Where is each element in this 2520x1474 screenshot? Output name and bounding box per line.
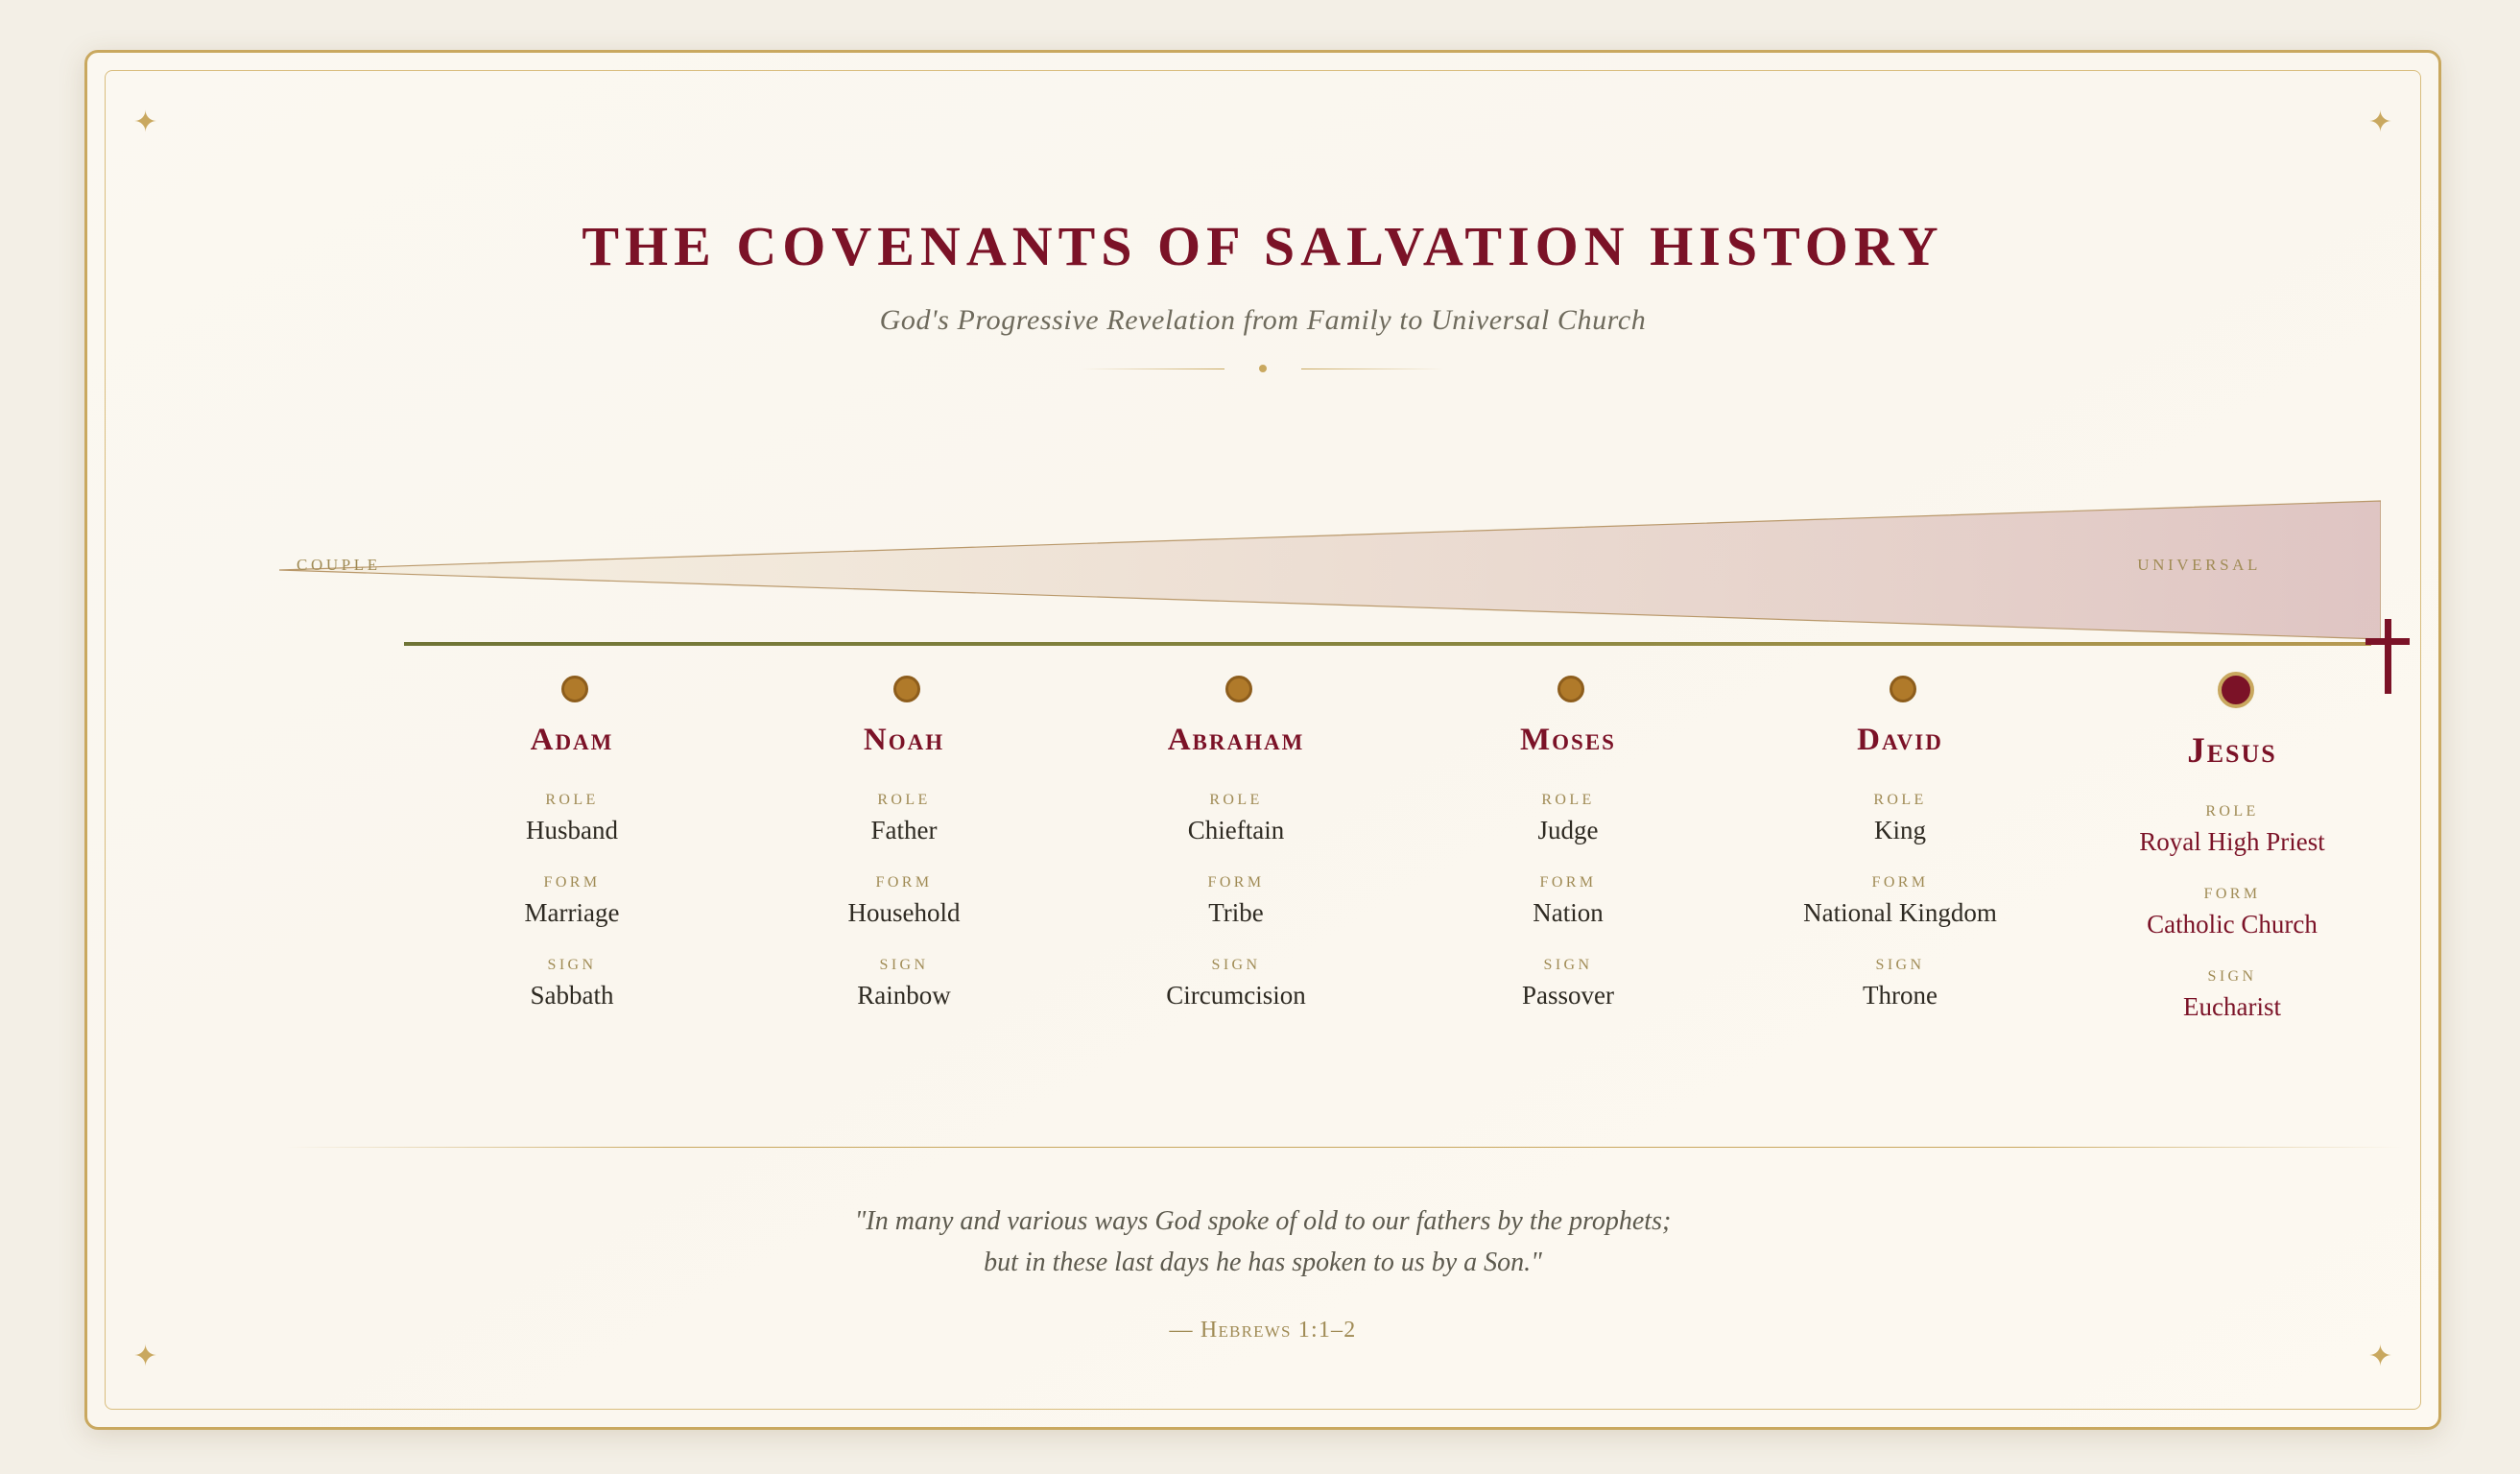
field-value-sign: Rainbow — [857, 981, 951, 1010]
footer-quote — [87, 1201, 2438, 1284]
divider-ornament — [1061, 358, 1464, 381]
field-value-form: Household — [847, 898, 961, 927]
covenant-name: Adam — [530, 723, 614, 757]
field-value-role: King — [1874, 816, 1926, 844]
field-label-sign: SIGN — [1875, 957, 1925, 973]
field-label-form: FORM — [875, 874, 933, 891]
quote-line-1: "In many and various ways God spoke of old to our fathers by the prophets; — [854, 1206, 1672, 1236]
scale-label-start: COUPLE — [297, 556, 381, 574]
covenant-role — [1424, 792, 1712, 845]
field-label-role: ROLE — [1209, 792, 1263, 808]
divider-dot-icon — [1259, 365, 1267, 372]
wedge-shape — [279, 489, 2381, 662]
field-value-sign: Sabbath — [530, 981, 614, 1010]
four-point-star-icon: ✦ — [133, 1341, 158, 1372]
four-point-star-icon: ✦ — [2367, 1341, 2392, 1372]
field-label-sign: SIGN — [547, 957, 597, 973]
covenant-name: David — [1857, 723, 1943, 757]
field-value-form: Marriage — [524, 898, 620, 927]
field-value-role: Chieftain — [1187, 816, 1285, 844]
covenant-sign — [1092, 957, 1380, 1010]
field-value-sign: Circumcision — [1166, 981, 1306, 1010]
covenant-role — [1092, 792, 1380, 845]
timeline-node-icon[interactable] — [2218, 672, 2254, 708]
covenant-role — [760, 792, 1048, 845]
field-label-role: ROLE — [877, 792, 931, 808]
expansion-wedge — [279, 489, 2381, 662]
covenant-sign — [428, 957, 716, 1010]
covenant-form — [1092, 874, 1380, 928]
field-label-sign: SIGN — [2207, 968, 2257, 985]
covenant-sign — [1756, 957, 2044, 1010]
field-label-role: ROLE — [1541, 792, 1595, 808]
field-value-sign: Eucharist — [2183, 992, 2281, 1021]
covenant-role — [2088, 803, 2376, 857]
covenant-role — [428, 792, 716, 845]
covenant-role — [1756, 792, 2044, 845]
field-label-sign: SIGN — [1543, 957, 1593, 973]
covenant-sign — [2088, 968, 2376, 1022]
field-label-sign: SIGN — [1211, 957, 1261, 973]
field-value-role: Husband — [526, 816, 618, 844]
field-label-form: FORM — [1207, 874, 1265, 891]
covenant-form — [2088, 886, 2376, 939]
four-point-star-icon: ✦ — [133, 107, 158, 138]
four-point-star-icon: ✦ — [2367, 107, 2392, 138]
timeline-node-icon[interactable] — [561, 676, 588, 702]
field-label-form: FORM — [543, 874, 601, 891]
page-title: THE COVENANTS OF SALVATION HISTORY — [582, 215, 1944, 277]
field-value-form: Catholic Church — [2147, 910, 2318, 939]
field-label-form: FORM — [1871, 874, 1929, 891]
covenant-form — [760, 874, 1048, 928]
field-value-sign: Throne — [1863, 981, 1938, 1010]
field-label-sign: SIGN — [879, 957, 929, 973]
quote-attribution: — Hebrews 1:1–2 — [1169, 1318, 1357, 1343]
field-value-role: Judge — [1537, 816, 1599, 844]
field-value-form: National Kingdom — [1803, 898, 1997, 927]
field-label-role: ROLE — [1873, 792, 1927, 808]
field-value-form: Tribe — [1208, 898, 1264, 927]
poster-canvas — [84, 50, 2441, 1430]
timeline-node-icon[interactable] — [1890, 676, 1916, 702]
timeline-node-icon[interactable] — [1225, 676, 1252, 702]
covenant-sign — [760, 957, 1048, 1010]
page-subtitle: God's Progressive Revelation from Family to Universal Church — [879, 304, 1647, 336]
field-value-role: Father — [870, 816, 938, 844]
field-value-sign: Passover — [1522, 981, 1614, 1010]
covenant-columns — [404, 648, 2381, 1051]
field-label-role: ROLE — [545, 792, 599, 808]
covenant-name: Jesus — [2187, 731, 2277, 771]
divider-line-right — [1301, 368, 1445, 369]
covenant-name: Moses — [1520, 723, 1616, 757]
scale-label-end: UNIVERSAL — [2137, 556, 2261, 574]
covenant-name: Abraham — [1167, 723, 1305, 757]
covenant-name: Noah — [863, 723, 945, 757]
field-label-form: FORM — [2203, 886, 2261, 902]
covenant-form — [1756, 874, 2044, 928]
covenant-form — [428, 874, 716, 928]
timeline-node-icon[interactable] — [1557, 676, 1584, 702]
timeline-axis — [404, 642, 2371, 646]
field-label-form: FORM — [1539, 874, 1597, 891]
field-label-role: ROLE — [2205, 803, 2259, 820]
covenant-form — [1424, 874, 1712, 928]
field-value-form: Nation — [1533, 898, 1604, 927]
timeline-node-icon[interactable] — [893, 676, 920, 702]
quote-line-2: but in these last days he has spoken to us by a Son." — [984, 1248, 1542, 1278]
covenant-sign — [1424, 957, 1712, 1010]
footer-divider — [284, 1147, 2405, 1148]
field-value-role: Royal High Priest — [2139, 827, 2325, 856]
divider-line-left — [1081, 368, 1224, 369]
